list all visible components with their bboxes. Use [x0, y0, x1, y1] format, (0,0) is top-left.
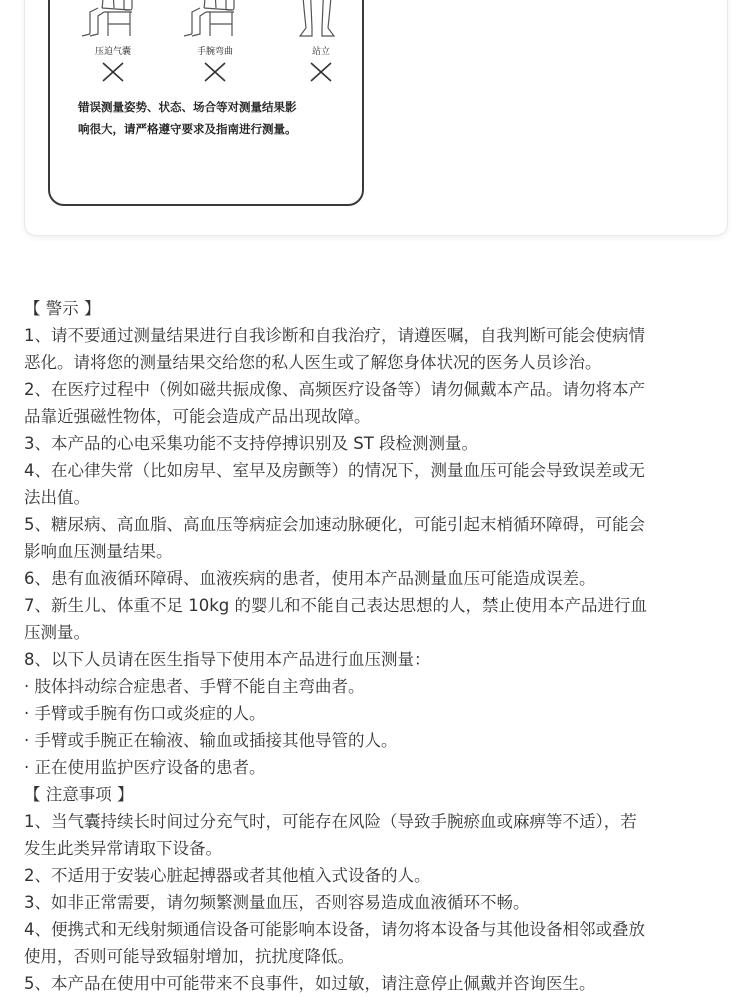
text-line: 4、便携式和无线射频通信设备可能影响本设备，请勿将本设备与其他设备相邻或叠放 [24, 920, 645, 939]
posture-warning-text [78, 96, 354, 140]
instruction-card-area [0, 0, 750, 248]
figure-label: 压迫气囊 [94, 47, 131, 57]
text-line: 3、如非正常需要，请勿频繁测量血压，否则容易造成血液循环不畅。 [24, 893, 530, 912]
posture-warning-panel [48, 0, 364, 206]
text-line: 使用，否则可能导致辐射增加，抗扰度降低。 [24, 947, 354, 966]
precautions-text [24, 295, 730, 997]
list-item: · 肢体抖动综合症患者、手臂不能自主弯曲者。 [24, 677, 365, 696]
text-line: 7、新生儿、体重不足 10kg 的婴儿和不能自己表达思想的人，禁止使用本产品进行血 [24, 596, 648, 615]
text-line: 1、请不要通过测量结果进行自我诊断和自我治疗，请遵医嘱，自我判断可能会使病情 [24, 326, 645, 345]
text-line: 5、本产品在使用中可能带来不良事件，如过敏，请注意停止佩戴并咨询医生。 [24, 974, 596, 993]
warning-line: 响很大，请严格遵守要求及指南进行测量。 [78, 122, 297, 136]
text-line: 1、当气囊持续长时间过分充气时，可能存在风险（导致手腕瘀血或麻痹等不适），若 [24, 812, 637, 831]
person-seated-arm-pressing-icon [68, 0, 158, 42]
text-line: 发生此类异常请取下设备。 [24, 839, 222, 858]
wrong-x-icon [201, 60, 229, 84]
wrong-x-icon [99, 60, 127, 84]
text-line: 法出值。 [24, 488, 90, 507]
section-heading-notes: 【 注意事项 】 [24, 785, 134, 804]
list-item: · 手臂或手腕正在输液、输血或插接其他导管的人。 [24, 731, 398, 750]
section-heading-warning: 【 警示 】 [24, 299, 101, 318]
wrong-x-icon [307, 60, 335, 84]
text-line: 4、在心律失常（比如房早、室早及房颤等）的情况下，测量血压可能会导致误差或无 [24, 461, 645, 480]
text-line: 6、患有血液循环障碍、血液疾病的患者，使用本产品测量血压可能造成误差。 [24, 569, 596, 588]
text-line: 5、糖尿病、高血脂、高血压等病症会加速动脉硬化，可能引起末梢循环障碍，可能会 [24, 515, 645, 534]
text-line: 2、在医疗过程中（例如磁共振成像、高频医疗设备等）请勿佩戴本产品。请勿将本产 [24, 380, 645, 399]
figure-label: 站立 [311, 47, 330, 57]
figure-label: 手腕弯曲 [196, 47, 233, 57]
person-seated-wrist-bent-icon [172, 0, 262, 42]
text-line: 8、以下人员请在医生指导下使用本产品进行血压测量： [24, 650, 431, 669]
text-line: 2、不适用于安装心脏起搏器或者其他植入式设备的人。 [24, 866, 431, 885]
text-line: 压测量。 [24, 623, 90, 642]
text-line: 3、本产品的心电采集功能不支持停搏识别及 ST 段检测测量。 [24, 434, 479, 453]
list-item: · 手臂或手腕有伤口或炎症的人。 [24, 704, 266, 723]
text-line: 恶化。请将您的测量结果交给您的私人医生或了解您身体状况的医务人员诊治。 [24, 353, 602, 372]
text-line: 品靠近强磁性物体，可能会造成产品出现故障。 [24, 407, 371, 426]
warning-line: 错误测量姿势、状态、场合等对测量结果影 [78, 100, 297, 114]
text-line: 影响血压测量结果。 [24, 542, 173, 561]
list-item: · 正在使用监护医疗设备的患者。 [24, 758, 266, 777]
person-standing-icon [276, 0, 366, 42]
